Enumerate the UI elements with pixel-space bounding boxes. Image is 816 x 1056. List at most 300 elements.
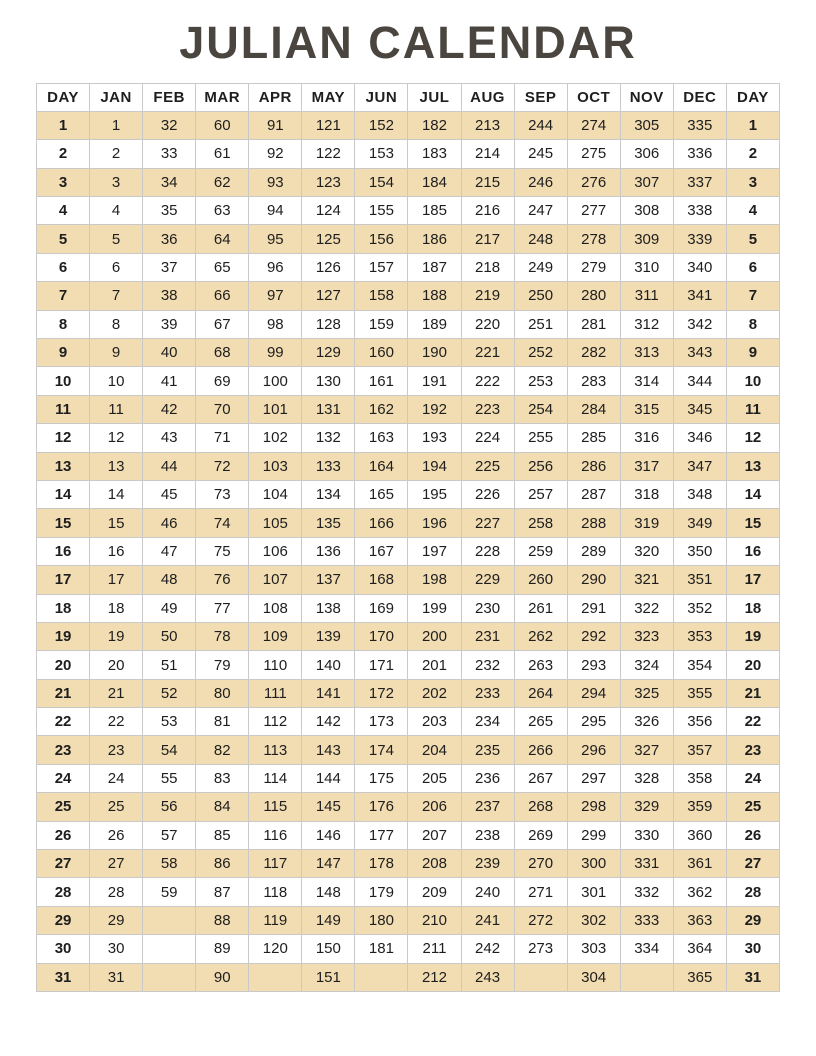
julian-date-cell: 225 xyxy=(461,452,514,480)
julian-date-cell: 176 xyxy=(355,793,408,821)
day-number-cell: 26 xyxy=(726,821,779,849)
day-number-cell: 16 xyxy=(37,537,90,565)
julian-date-cell: 167 xyxy=(355,537,408,565)
julian-date-cell: 189 xyxy=(408,310,461,338)
julian-date-cell: 258 xyxy=(514,509,567,537)
julian-date-cell: 113 xyxy=(249,736,302,764)
julian-date-cell: 141 xyxy=(302,679,355,707)
julian-date-cell: 281 xyxy=(567,310,620,338)
julian-date-cell: 121 xyxy=(302,111,355,139)
julian-date-cell: 209 xyxy=(408,878,461,906)
julian-date-cell: 172 xyxy=(355,679,408,707)
table-row xyxy=(37,111,780,139)
julian-date-cell xyxy=(355,963,408,991)
julian-date-cell: 73 xyxy=(196,480,249,508)
julian-date-cell: 196 xyxy=(408,509,461,537)
julian-date-cell: 89 xyxy=(196,935,249,963)
julian-date-cell: 305 xyxy=(620,111,673,139)
julian-date-cell: 137 xyxy=(302,566,355,594)
julian-date-cell: 354 xyxy=(673,651,726,679)
julian-date-cell: 23 xyxy=(90,736,143,764)
julian-date-cell: 57 xyxy=(143,821,196,849)
julian-date-cell: 201 xyxy=(408,651,461,679)
julian-date-cell: 181 xyxy=(355,935,408,963)
table-row xyxy=(37,963,780,991)
table-row xyxy=(37,622,780,650)
julian-date-cell: 199 xyxy=(408,594,461,622)
day-number-cell: 22 xyxy=(37,708,90,736)
julian-date-cell: 289 xyxy=(567,537,620,565)
julian-date-cell: 353 xyxy=(673,622,726,650)
julian-date-cell: 153 xyxy=(355,140,408,168)
day-number-cell: 27 xyxy=(37,850,90,878)
day-number-cell: 1 xyxy=(37,111,90,139)
julian-date-cell: 330 xyxy=(620,821,673,849)
julian-date-cell: 337 xyxy=(673,168,726,196)
julian-date-cell: 52 xyxy=(143,679,196,707)
julian-date-cell: 255 xyxy=(514,424,567,452)
julian-date-cell: 187 xyxy=(408,253,461,281)
julian-date-cell: 38 xyxy=(143,282,196,310)
julian-date-cell: 362 xyxy=(673,878,726,906)
day-number-cell: 24 xyxy=(726,764,779,792)
julian-date-cell: 86 xyxy=(196,850,249,878)
column-header-jan-1: JAN xyxy=(90,83,143,111)
julian-date-cell: 103 xyxy=(249,452,302,480)
julian-date-cell: 240 xyxy=(461,878,514,906)
julian-date-cell: 158 xyxy=(355,282,408,310)
day-number-cell: 31 xyxy=(726,963,779,991)
julian-date-cell: 179 xyxy=(355,878,408,906)
julian-date-cell: 21 xyxy=(90,679,143,707)
julian-date-cell: 151 xyxy=(302,963,355,991)
table-row xyxy=(37,935,780,963)
julian-date-cell: 358 xyxy=(673,764,726,792)
table-row xyxy=(37,197,780,225)
day-number-cell: 20 xyxy=(37,651,90,679)
day-number-cell: 5 xyxy=(726,225,779,253)
julian-date-cell: 37 xyxy=(143,253,196,281)
julian-date-cell: 67 xyxy=(196,310,249,338)
day-number-cell: 12 xyxy=(726,424,779,452)
day-number-cell: 8 xyxy=(37,310,90,338)
julian-date-cell: 221 xyxy=(461,339,514,367)
julian-date-cell: 360 xyxy=(673,821,726,849)
day-number-cell: 10 xyxy=(726,367,779,395)
day-number-cell: 8 xyxy=(726,310,779,338)
julian-date-cell: 292 xyxy=(567,622,620,650)
julian-date-cell: 3 xyxy=(90,168,143,196)
julian-date-cell: 231 xyxy=(461,622,514,650)
julian-date-cell: 160 xyxy=(355,339,408,367)
julian-date-cell: 43 xyxy=(143,424,196,452)
julian-date-cell: 79 xyxy=(196,651,249,679)
julian-date-cell: 284 xyxy=(567,395,620,423)
julian-date-cell: 271 xyxy=(514,878,567,906)
table-row xyxy=(37,452,780,480)
day-number-cell: 7 xyxy=(726,282,779,310)
day-number-cell: 4 xyxy=(37,197,90,225)
julian-date-cell: 90 xyxy=(196,963,249,991)
julian-date-cell: 218 xyxy=(461,253,514,281)
day-number-cell: 3 xyxy=(726,168,779,196)
table-row xyxy=(37,282,780,310)
table-row xyxy=(37,253,780,281)
julian-date-cell xyxy=(514,963,567,991)
julian-date-cell xyxy=(143,963,196,991)
julian-date-cell: 171 xyxy=(355,651,408,679)
julian-date-cell: 331 xyxy=(620,850,673,878)
day-number-cell: 28 xyxy=(37,878,90,906)
julian-date-cell: 94 xyxy=(249,197,302,225)
julian-date-cell: 216 xyxy=(461,197,514,225)
julian-date-cell: 91 xyxy=(249,111,302,139)
julian-date-cell: 210 xyxy=(408,906,461,934)
julian-date-cell: 220 xyxy=(461,310,514,338)
julian-date-cell: 336 xyxy=(673,140,726,168)
julian-date-cell: 126 xyxy=(302,253,355,281)
julian-date-cell: 108 xyxy=(249,594,302,622)
julian-date-cell: 348 xyxy=(673,480,726,508)
table-row xyxy=(37,906,780,934)
julian-date-cell: 22 xyxy=(90,708,143,736)
julian-date-cell: 165 xyxy=(355,480,408,508)
day-number-cell: 20 xyxy=(726,651,779,679)
day-number-cell: 18 xyxy=(37,594,90,622)
julian-date-cell: 138 xyxy=(302,594,355,622)
julian-date-cell: 1 xyxy=(90,111,143,139)
julian-date-cell: 128 xyxy=(302,310,355,338)
day-number-cell: 9 xyxy=(37,339,90,367)
julian-date-cell: 39 xyxy=(143,310,196,338)
julian-date-cell: 82 xyxy=(196,736,249,764)
table-row xyxy=(37,480,780,508)
julian-date-cell: 282 xyxy=(567,339,620,367)
julian-date-cell: 25 xyxy=(90,793,143,821)
julian-date-cell: 156 xyxy=(355,225,408,253)
julian-date-cell: 291 xyxy=(567,594,620,622)
julian-date-cell: 111 xyxy=(249,679,302,707)
julian-date-cell: 311 xyxy=(620,282,673,310)
julian-date-cell: 298 xyxy=(567,793,620,821)
julian-date-cell: 329 xyxy=(620,793,673,821)
julian-date-cell: 97 xyxy=(249,282,302,310)
julian-date-cell: 85 xyxy=(196,821,249,849)
julian-date-cell: 33 xyxy=(143,140,196,168)
julian-date-cell: 254 xyxy=(514,395,567,423)
julian-date-cell: 293 xyxy=(567,651,620,679)
julian-date-cell: 80 xyxy=(196,679,249,707)
julian-date-cell: 241 xyxy=(461,906,514,934)
julian-date-cell: 272 xyxy=(514,906,567,934)
julian-date-cell: 45 xyxy=(143,480,196,508)
table-row xyxy=(37,594,780,622)
table-row xyxy=(37,878,780,906)
julian-date-cell: 40 xyxy=(143,339,196,367)
julian-date-cell: 120 xyxy=(249,935,302,963)
julian-date-cell: 257 xyxy=(514,480,567,508)
julian-date-cell: 285 xyxy=(567,424,620,452)
julian-date-cell: 188 xyxy=(408,282,461,310)
julian-date-cell: 78 xyxy=(196,622,249,650)
day-number-cell: 12 xyxy=(37,424,90,452)
julian-date-cell: 361 xyxy=(673,850,726,878)
julian-date-cell: 59 xyxy=(143,878,196,906)
julian-date-cell: 190 xyxy=(408,339,461,367)
julian-date-cell: 222 xyxy=(461,367,514,395)
day-number-cell: 30 xyxy=(37,935,90,963)
julian-date-cell: 162 xyxy=(355,395,408,423)
julian-date-cell: 342 xyxy=(673,310,726,338)
julian-date-cell: 68 xyxy=(196,339,249,367)
julian-date-cell: 322 xyxy=(620,594,673,622)
julian-date-cell: 11 xyxy=(90,395,143,423)
julian-date-cell: 175 xyxy=(355,764,408,792)
day-number-cell: 6 xyxy=(37,253,90,281)
julian-date-cell: 290 xyxy=(567,566,620,594)
julian-date-cell: 116 xyxy=(249,821,302,849)
julian-date-cell: 200 xyxy=(408,622,461,650)
julian-date-cell: 246 xyxy=(514,168,567,196)
julian-date-cell xyxy=(143,935,196,963)
julian-date-cell: 117 xyxy=(249,850,302,878)
julian-date-cell: 147 xyxy=(302,850,355,878)
julian-date-cell: 247 xyxy=(514,197,567,225)
day-number-cell: 10 xyxy=(37,367,90,395)
julian-date-cell: 134 xyxy=(302,480,355,508)
julian-date-cell: 335 xyxy=(673,111,726,139)
day-number-cell: 25 xyxy=(37,793,90,821)
julian-date-cell: 69 xyxy=(196,367,249,395)
julian-date-cell: 351 xyxy=(673,566,726,594)
julian-date-cell: 352 xyxy=(673,594,726,622)
julian-date-cell: 252 xyxy=(514,339,567,367)
julian-date-cell: 41 xyxy=(143,367,196,395)
julian-date-cell: 301 xyxy=(567,878,620,906)
julian-date-cell: 244 xyxy=(514,111,567,139)
table-row xyxy=(37,367,780,395)
julian-date-cell xyxy=(143,906,196,934)
julian-date-cell: 295 xyxy=(567,708,620,736)
julian-date-cell: 323 xyxy=(620,622,673,650)
day-number-cell: 14 xyxy=(37,480,90,508)
julian-date-cell: 122 xyxy=(302,140,355,168)
julian-date-cell: 106 xyxy=(249,537,302,565)
julian-date-cell: 266 xyxy=(514,736,567,764)
julian-date-cell: 341 xyxy=(673,282,726,310)
julian-date-cell: 180 xyxy=(355,906,408,934)
julian-date-cell: 146 xyxy=(302,821,355,849)
julian-date-cell: 316 xyxy=(620,424,673,452)
table-row xyxy=(37,708,780,736)
julian-date-cell: 302 xyxy=(567,906,620,934)
julian-date-cell: 296 xyxy=(567,736,620,764)
julian-date-cell: 9 xyxy=(90,339,143,367)
table-row xyxy=(37,679,780,707)
julian-date-cell: 98 xyxy=(249,310,302,338)
julian-date-cell: 142 xyxy=(302,708,355,736)
julian-date-cell: 236 xyxy=(461,764,514,792)
julian-date-cell: 318 xyxy=(620,480,673,508)
julian-date-cell: 234 xyxy=(461,708,514,736)
julian-date-cell: 207 xyxy=(408,821,461,849)
julian-date-cell: 127 xyxy=(302,282,355,310)
julian-date-cell: 84 xyxy=(196,793,249,821)
julian-date-cell: 144 xyxy=(302,764,355,792)
julian-date-cell: 55 xyxy=(143,764,196,792)
julian-date-cell: 58 xyxy=(143,850,196,878)
julian-date-cell: 81 xyxy=(196,708,249,736)
julian-date-cell: 161 xyxy=(355,367,408,395)
julian-date-cell: 34 xyxy=(143,168,196,196)
julian-date-cell: 327 xyxy=(620,736,673,764)
julian-date-cell: 8 xyxy=(90,310,143,338)
julian-date-cell: 4 xyxy=(90,197,143,225)
table-row xyxy=(37,651,780,679)
julian-date-cell: 115 xyxy=(249,793,302,821)
julian-date-cell: 308 xyxy=(620,197,673,225)
day-number-cell: 19 xyxy=(37,622,90,650)
julian-date-cell: 328 xyxy=(620,764,673,792)
day-number-cell: 23 xyxy=(726,736,779,764)
day-number-cell: 17 xyxy=(726,566,779,594)
julian-date-cell: 194 xyxy=(408,452,461,480)
julian-date-cell: 277 xyxy=(567,197,620,225)
julian-date-cell: 2 xyxy=(90,140,143,168)
column-header-day-13: DAY xyxy=(726,83,779,111)
day-number-cell: 2 xyxy=(37,140,90,168)
julian-date-cell: 226 xyxy=(461,480,514,508)
julian-date-cell: 340 xyxy=(673,253,726,281)
julian-date-cell: 83 xyxy=(196,764,249,792)
julian-date-cell: 145 xyxy=(302,793,355,821)
julian-date-cell: 109 xyxy=(249,622,302,650)
julian-date-cell: 251 xyxy=(514,310,567,338)
day-number-cell: 15 xyxy=(37,509,90,537)
julian-date-cell: 112 xyxy=(249,708,302,736)
column-header-oct-10: OCT xyxy=(567,83,620,111)
julian-date-cell: 166 xyxy=(355,509,408,537)
julian-date-cell: 169 xyxy=(355,594,408,622)
column-header-jun-6: JUN xyxy=(355,83,408,111)
julian-date-cell: 349 xyxy=(673,509,726,537)
julian-date-cell: 114 xyxy=(249,764,302,792)
julian-date-cell: 217 xyxy=(461,225,514,253)
julian-date-cell: 346 xyxy=(673,424,726,452)
day-number-cell: 25 xyxy=(726,793,779,821)
julian-date-cell: 26 xyxy=(90,821,143,849)
julian-date-cell: 77 xyxy=(196,594,249,622)
julian-date-cell: 157 xyxy=(355,253,408,281)
julian-date-cell: 237 xyxy=(461,793,514,821)
julian-date-cell: 87 xyxy=(196,878,249,906)
julian-date-cell: 159 xyxy=(355,310,408,338)
julian-date-cell: 143 xyxy=(302,736,355,764)
julian-date-cell: 27 xyxy=(90,850,143,878)
julian-date-cell: 12 xyxy=(90,424,143,452)
julian-date-cell: 304 xyxy=(567,963,620,991)
table-row xyxy=(37,537,780,565)
julian-date-cell: 245 xyxy=(514,140,567,168)
julian-date-cell: 297 xyxy=(567,764,620,792)
julian-date-cell: 183 xyxy=(408,140,461,168)
julian-date-cell: 238 xyxy=(461,821,514,849)
julian-date-cell: 268 xyxy=(514,793,567,821)
julian-date-cell: 299 xyxy=(567,821,620,849)
julian-date-cell: 186 xyxy=(408,225,461,253)
julian-date-cell: 66 xyxy=(196,282,249,310)
julian-date-cell: 260 xyxy=(514,566,567,594)
julian-date-cell: 47 xyxy=(143,537,196,565)
julian-date-cell: 206 xyxy=(408,793,461,821)
julian-date-cell: 65 xyxy=(196,253,249,281)
julian-date-cell: 256 xyxy=(514,452,567,480)
julian-date-cell: 243 xyxy=(461,963,514,991)
julian-date-cell: 118 xyxy=(249,878,302,906)
julian-date-cell: 15 xyxy=(90,509,143,537)
julian-date-cell: 270 xyxy=(514,850,567,878)
julian-date-cell: 310 xyxy=(620,253,673,281)
julian-date-cell: 205 xyxy=(408,764,461,792)
day-number-cell: 7 xyxy=(37,282,90,310)
julian-date-cell: 31 xyxy=(90,963,143,991)
julian-date-cell: 303 xyxy=(567,935,620,963)
julian-date-cell: 228 xyxy=(461,537,514,565)
julian-date-cell: 93 xyxy=(249,168,302,196)
julian-date-cell: 177 xyxy=(355,821,408,849)
day-number-cell: 5 xyxy=(37,225,90,253)
julian-date-cell: 235 xyxy=(461,736,514,764)
julian-date-cell: 173 xyxy=(355,708,408,736)
day-number-cell: 22 xyxy=(726,708,779,736)
julian-date-cell xyxy=(620,963,673,991)
julian-date-cell: 208 xyxy=(408,850,461,878)
julian-date-cell: 283 xyxy=(567,367,620,395)
julian-date-cell: 99 xyxy=(249,339,302,367)
julian-date-cell: 307 xyxy=(620,168,673,196)
julian-date-cell: 192 xyxy=(408,395,461,423)
julian-date-cell: 20 xyxy=(90,651,143,679)
julian-date-cell: 195 xyxy=(408,480,461,508)
julian-date-cell: 213 xyxy=(461,111,514,139)
julian-date-cell: 202 xyxy=(408,679,461,707)
julian-date-cell: 164 xyxy=(355,452,408,480)
table-row xyxy=(37,509,780,537)
day-number-cell: 24 xyxy=(37,764,90,792)
day-number-cell: 27 xyxy=(726,850,779,878)
julian-date-cell: 131 xyxy=(302,395,355,423)
day-number-cell: 11 xyxy=(726,395,779,423)
julian-date-cell: 276 xyxy=(567,168,620,196)
julian-date-cell: 96 xyxy=(249,253,302,281)
julian-date-cell: 355 xyxy=(673,679,726,707)
julian-date-cell: 62 xyxy=(196,168,249,196)
table-row xyxy=(37,310,780,338)
julian-date-cell: 60 xyxy=(196,111,249,139)
julian-date-cell: 280 xyxy=(567,282,620,310)
day-number-cell: 26 xyxy=(37,821,90,849)
julian-date-cell: 227 xyxy=(461,509,514,537)
julian-date-cell: 36 xyxy=(143,225,196,253)
julian-date-cell: 312 xyxy=(620,310,673,338)
julian-date-cell: 6 xyxy=(90,253,143,281)
julian-date-cell: 14 xyxy=(90,480,143,508)
table-row xyxy=(37,764,780,792)
julian-date-cell: 53 xyxy=(143,708,196,736)
table-row xyxy=(37,850,780,878)
julian-date-cell: 315 xyxy=(620,395,673,423)
day-number-cell: 3 xyxy=(37,168,90,196)
